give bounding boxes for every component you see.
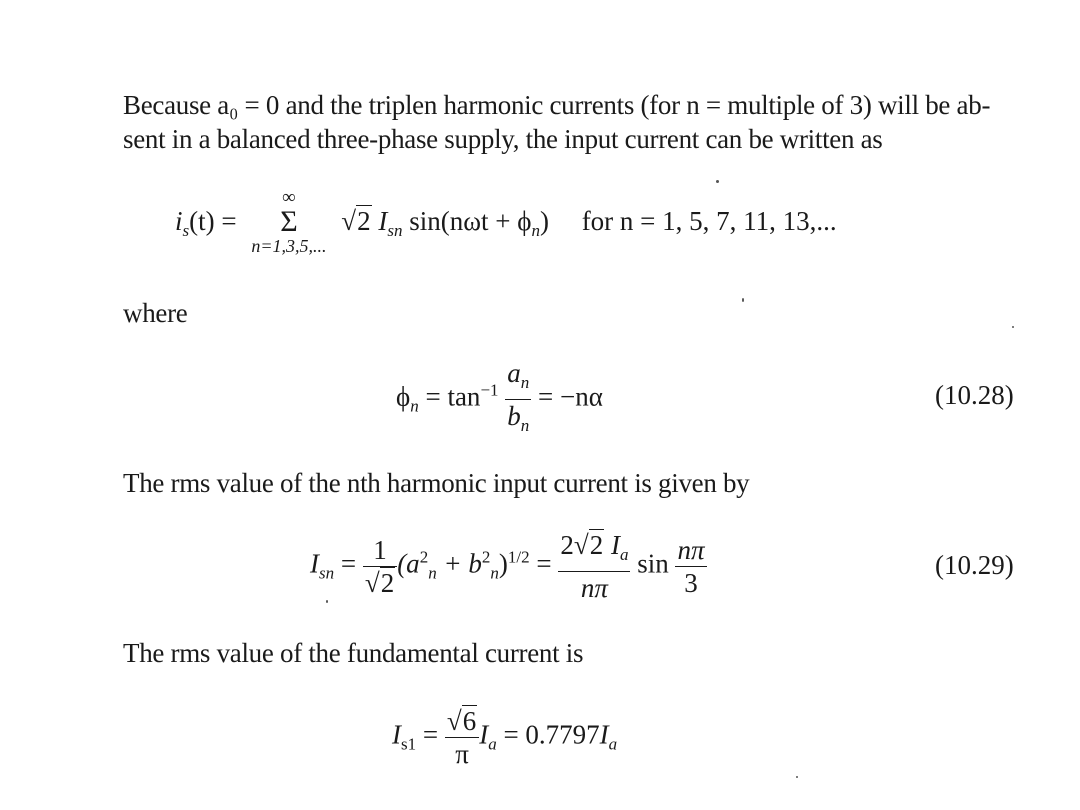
fraction-2root2-Ia-over-npi: $\frac{2√2 I_a}{n\pi}$ bbox=[560, 530, 629, 603]
eq1-func-end: ) bbox=[539, 206, 549, 236]
eq3-eq2: = bbox=[536, 548, 552, 579]
eq4-eq: = bbox=[422, 719, 439, 750]
eq3-eq1: = bbox=[340, 548, 357, 579]
text-line-2: sent in a balanced three-phase supply, the input current can be written as bbox=[123, 124, 883, 154]
eq3-sin: sin bbox=[637, 548, 669, 579]
eq4-num: 6 bbox=[462, 706, 477, 736]
eq2-lhs: ϕ bbox=[396, 381, 411, 412]
eq4-lhs: I bbox=[392, 719, 401, 750]
equation-number-10-29: (10.29) bbox=[935, 550, 1014, 580]
eq1-condition: for n = 1, 5, 7, 11, 13,... bbox=[581, 206, 837, 236]
sum-lower-limit: n=1,3,5,... bbox=[251, 236, 327, 256]
eq1-func-sub: n bbox=[531, 221, 540, 240]
eq3-f2-sqrt: 2 bbox=[589, 530, 604, 560]
eq1-lhs-arg: (t) = bbox=[189, 206, 237, 236]
eq3-paren-close: ) bbox=[498, 548, 508, 579]
eq1-coef-sub: sn bbox=[387, 221, 403, 240]
eq4-var-sub: a bbox=[488, 734, 497, 754]
eq4-den: π bbox=[455, 739, 469, 769]
equation-phase-angle bbox=[396, 358, 603, 441]
fraction-npi-over-3 bbox=[675, 535, 706, 598]
eq3-sup2: 2 bbox=[481, 547, 491, 567]
eq2-den: b bbox=[507, 401, 521, 431]
eq3-power: 1/2 bbox=[507, 547, 530, 567]
eq4-rhs-var: I bbox=[599, 719, 609, 750]
sum-upper-limit: ∞ bbox=[282, 187, 296, 208]
fraction-root6-over-pi: $\frac{√6}{\pi}$ bbox=[445, 706, 479, 769]
fraction-an-bn bbox=[505, 358, 531, 441]
fraction-one-over-root2: $\frac{1}{√2}$ bbox=[363, 535, 397, 598]
eq3-plus: + b bbox=[436, 548, 482, 579]
text-line-1: Because a₀ = 0 and the triplen harmonic currents (for n = multiple of 3) will be ab- bbox=[123, 90, 991, 120]
eq4-rhs: = 0.7797 bbox=[503, 719, 600, 750]
eq3-f1-num: 1 bbox=[373, 535, 387, 565]
eq2-den-sub: n bbox=[520, 416, 530, 435]
eq3-lhs: I bbox=[310, 548, 319, 579]
eq3-f3-den: 3 bbox=[684, 568, 698, 598]
eq3-f2-post: I bbox=[610, 530, 620, 560]
eq3-paren: (a bbox=[397, 548, 420, 579]
eq1-coef: I bbox=[378, 206, 388, 236]
eq2-num: a bbox=[507, 358, 521, 388]
equation-rms-harmonic bbox=[310, 530, 707, 603]
eq1-func: sin(nωt + ϕ bbox=[409, 206, 532, 236]
scan-speck bbox=[716, 180, 719, 183]
eq2-rhs: = −nα bbox=[538, 381, 603, 412]
eq2-tan: = tan bbox=[425, 381, 481, 412]
eq4-lhs-sub: s1 bbox=[401, 734, 417, 754]
eq3-f3-num: nπ bbox=[677, 535, 705, 565]
eq2-lhs-sub: n bbox=[410, 396, 419, 416]
eq3-f2-pre: 2 bbox=[560, 530, 574, 560]
eq3-sup1: 2 bbox=[419, 547, 429, 567]
eq4-var: I bbox=[479, 719, 489, 750]
eq4-rhs-sub: a bbox=[608, 734, 618, 754]
eq3-lhs-sub: sn bbox=[319, 563, 335, 583]
where-label: where bbox=[123, 298, 188, 328]
scan-speck bbox=[1012, 326, 1014, 328]
eq3-sub1: n bbox=[428, 563, 437, 583]
scan-speck bbox=[796, 776, 798, 778]
eq3-f1-den: 2 bbox=[380, 568, 395, 598]
scan-speck bbox=[326, 600, 328, 603]
eq1-lhs-sub: s bbox=[182, 221, 190, 240]
paragraph-rms-fundamental: The rms value of the fundamental current is bbox=[123, 638, 584, 668]
eq1-lhs: i bbox=[175, 206, 183, 236]
scan-speck bbox=[742, 298, 744, 302]
eq3-sub2: n bbox=[490, 563, 499, 583]
equation-number-10-28: (10.28) bbox=[935, 380, 1014, 410]
paragraph-rms-harmonic: The rms value of the nth harmonic input current is given by bbox=[123, 468, 750, 498]
sum-sigma: Σ bbox=[280, 205, 298, 238]
equation-fundamental-current bbox=[392, 706, 617, 769]
paragraph-intro bbox=[123, 88, 1023, 156]
summation-symbol bbox=[251, 188, 326, 256]
eq2-sup: −1 bbox=[480, 380, 499, 400]
sqrt-symbol: √2 bbox=[341, 206, 371, 236]
eq3-f2-den: nπ bbox=[580, 573, 608, 603]
equation-input-current bbox=[175, 188, 837, 256]
eq2-num-sub: n bbox=[520, 373, 530, 392]
eq3-f2-sub: a bbox=[619, 545, 629, 564]
